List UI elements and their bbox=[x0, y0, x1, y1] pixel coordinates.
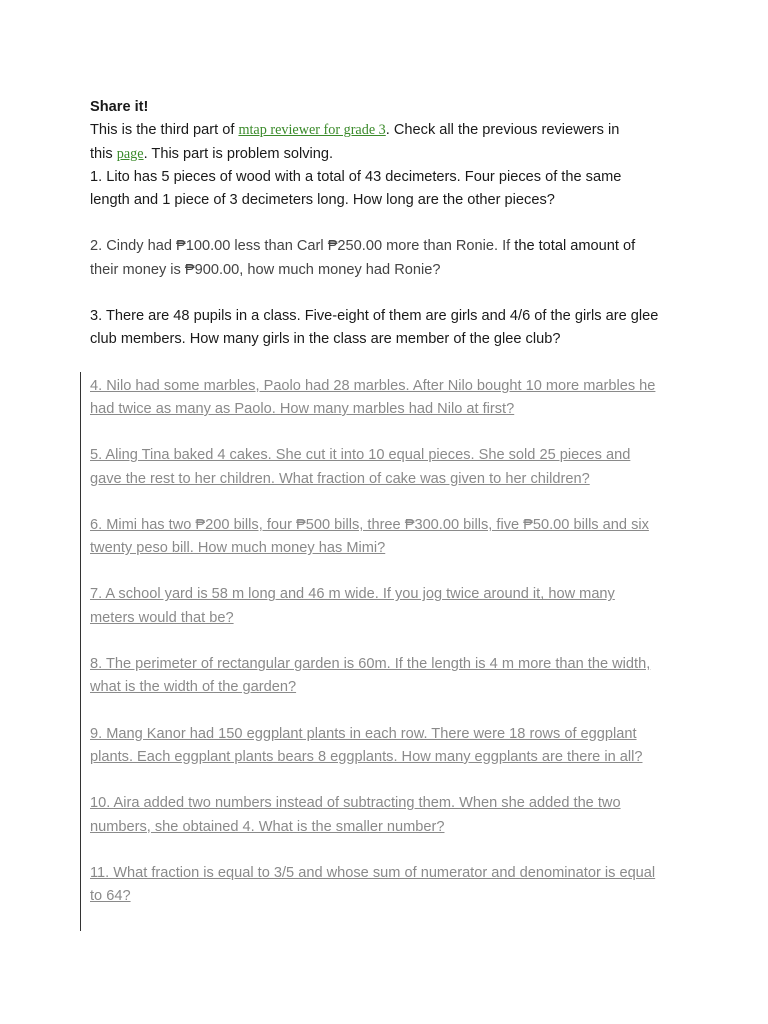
quoted-questions bbox=[90, 375, 690, 909]
question-line bbox=[90, 235, 690, 258]
blockquote-bar bbox=[80, 372, 81, 931]
question-7[interactable] bbox=[90, 583, 690, 630]
question-line: length and 1 piece of 3 decimeters long. How long are the other pieces? bbox=[90, 192, 555, 209]
question-line: numbers, she obtained 4. What is the smaller number? bbox=[90, 818, 445, 835]
intro-text: This is the third part of bbox=[90, 122, 239, 139]
question-text: 2. Cindy had ₱100.00 less than Carl ₱250.00 more than Ronie. If bbox=[90, 238, 511, 255]
question-6[interactable] bbox=[90, 514, 690, 561]
question-4[interactable] bbox=[90, 375, 690, 422]
question-2 bbox=[90, 235, 690, 282]
heading: Share it! bbox=[90, 99, 149, 115]
question-5[interactable] bbox=[90, 444, 690, 491]
question-line: 1. Lito has 5 pieces of wood with a total of 43 decimeters. Four pieces of the same bbox=[90, 168, 622, 185]
question-line: what is the width of the garden? bbox=[90, 679, 297, 696]
question-line: twenty peso bill. How much money has Mimi? bbox=[90, 540, 386, 557]
intro-text: . Check all the previous reviewers in bbox=[385, 122, 620, 139]
question-8[interactable] bbox=[90, 653, 690, 700]
question-line: 9. Mang Kanor had 150 eggplant plants in each row. There were 18 rows of eggplant bbox=[90, 725, 637, 742]
question-line: 10. Aira added two numbers instead of subtracting them. When she added the two bbox=[90, 795, 621, 812]
question-line: meters would that be? bbox=[90, 609, 234, 626]
page-link[interactable]: page bbox=[116, 145, 144, 162]
question-line: had twice as many as Paolo. How many marbles had Nilo at first? bbox=[90, 400, 515, 417]
question-line: 7. A school yard is 58 m long and 46 m wide. If you jog twice around it, how many bbox=[90, 586, 615, 603]
question-line: 3. There are 48 pupils in a class. Five-eight of them are girls and 4/6 of the girls are glee bbox=[90, 308, 659, 325]
question-line: to 64? bbox=[90, 888, 131, 905]
question-line: club members. How many girls in the class are member of the glee club? bbox=[90, 331, 561, 348]
question-line: 5. Aling Tina baked 4 cakes. She cut it into 10 equal pieces. She sold 25 pieces and bbox=[90, 447, 631, 464]
question-line: 4. Nilo had some marbles, Paolo had 28 marbles. After Nilo bought 10 more marbles he bbox=[90, 377, 656, 394]
question-line: their money is ₱900.00, how much money had Ronie? bbox=[90, 261, 441, 278]
question-line: 11. What fraction is equal to 3/5 and whose sum of numerator and denominator is equal bbox=[90, 864, 656, 881]
intro-text: this bbox=[90, 145, 117, 162]
question-11[interactable] bbox=[90, 862, 690, 909]
question-3 bbox=[90, 305, 690, 352]
question-9[interactable] bbox=[90, 723, 690, 770]
intro-line-1 bbox=[90, 119, 690, 142]
intro-text: . This part is problem solving. bbox=[143, 145, 334, 162]
question-line: plants. Each eggplant plants bears 8 eggplants. How many eggplants are there in all? bbox=[90, 748, 643, 765]
mtap-reviewer-link[interactable]: mtap reviewer for grade 3 bbox=[238, 122, 386, 139]
question-line: 6. Mimi has two ₱200 bills, four ₱500 bills, three ₱300.00 bills, five ₱50.00 bills and six bbox=[90, 516, 649, 533]
question-line: 8. The perimeter of rectangular garden is 60m. If the length is 4 m more than the width, bbox=[90, 656, 651, 673]
question-text: the total amount of bbox=[510, 238, 636, 255]
question-10[interactable] bbox=[90, 792, 690, 839]
question-1 bbox=[90, 166, 690, 213]
document-body bbox=[90, 96, 690, 908]
question-line: gave the rest to her children. What fraction of cake was given to her children? bbox=[90, 470, 590, 487]
intro-line-2 bbox=[90, 143, 690, 166]
